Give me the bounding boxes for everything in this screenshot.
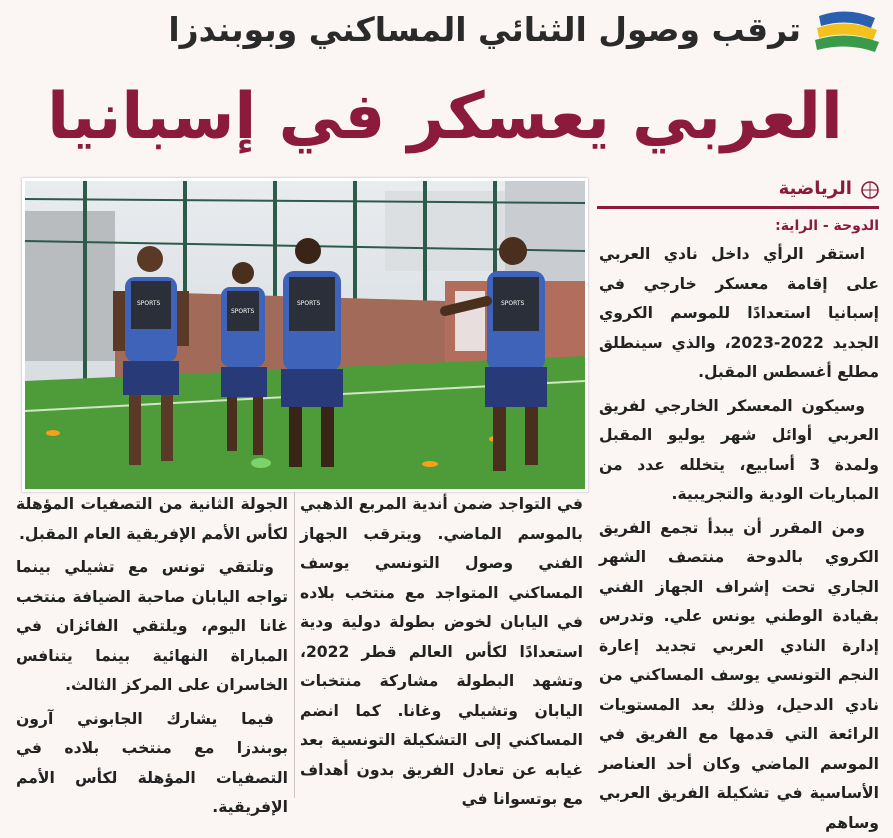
paragraph: فيما يشارك الجابوني آرون بوبندزا مع منتخب بلاده في التصفيات المؤهلة لكأس الأمم الإفريقية.: [16, 705, 288, 823]
newspaper-logo-icon: [813, 8, 881, 58]
section-label: الرياضية: [779, 178, 852, 199]
dateline: الدوحة - الراية:: [775, 218, 879, 234]
article-column-2: [300, 490, 583, 802]
training-photo: [22, 178, 588, 492]
kicker-row: [0, 2, 893, 62]
paragraph: وتلتقي تونس مع تشيلي بينما تواجه اليابان صاحبة الضيافة منتخب غانا اليوم، ويلتقي الفائزان في المباراة النهائية بينما يتنافس الخاسران على المركز الثالث.: [16, 553, 288, 701]
article-column-1: [599, 240, 879, 800]
kicker-title: ترقب وصول الثنائي المساكني وبوبندزا: [168, 10, 801, 49]
column-divider: [294, 492, 295, 798]
bib-text: SPORTS: [137, 300, 161, 307]
bib-text: SPORTS: [501, 300, 525, 307]
headline: العربي يعسكر في إسبانيا: [15, 80, 875, 154]
section-tag: [597, 178, 879, 209]
article-column-3: [16, 490, 288, 802]
sports-ball-icon: [861, 181, 879, 199]
paragraph: وسيكون المعسكر الخارجي لفريق العربي أوائل شهر يوليو المقبل ولمدة 3 أسابيع، يتخلله عدد من المباريات الودية والتجريبية.: [599, 392, 879, 510]
bib-text: SPORTS: [231, 308, 255, 315]
paragraph: في التواجد ضمن أندية المربع الذهبي بالموسم الماضي. ويترقب الجهاز الفني وصول التونسي يوسف المساكني المتواجد مع منتخب بلاده في اليابان لخوض بطولة دولية ودية استعدادًا لكأس العالم قطر 2022، وتشهد البطولة مشاركة منتخبات اليابان وتشيلي وغانا. كما انضم المساكني إلى التشكيلة التونسية بعد غيابه عن تعادل الفريق بدون أهداف مع بوتسوانا في: [300, 490, 583, 815]
paragraph: استقر الرأي داخل نادي العربي على إقامة معسكر خارجي في إسبانيا استعدادًا للموسم الكروي الجديد 2022-2023، والذي سينطلق مطلع أغسطس المقبل.: [599, 240, 879, 388]
paragraph: الجولة الثانية من التصفيات المؤهلة لكأس الأمم الإفريقية العام المقبل.: [16, 490, 288, 549]
paragraph: ومن المقرر أن يبدأ تجمع الفريق الكروي بالدوحة منتصف الشهر الجاري تحت إشراف الجهاز الفني بقيادة الوطني يونس علي. وتدرس إدارة النادي العربي تجديد إعارة النجم التونسي يوسف المساكني من نادي الدحيل، وذلك بعد المستويات الرائعة التي قدمها مع الفريق في الموسم الماضي وكان أحد العناصر الأساسية في تشكيلة الفريق العربي وساهم: [599, 514, 879, 838]
bib-text: SPORTS: [297, 300, 321, 307]
